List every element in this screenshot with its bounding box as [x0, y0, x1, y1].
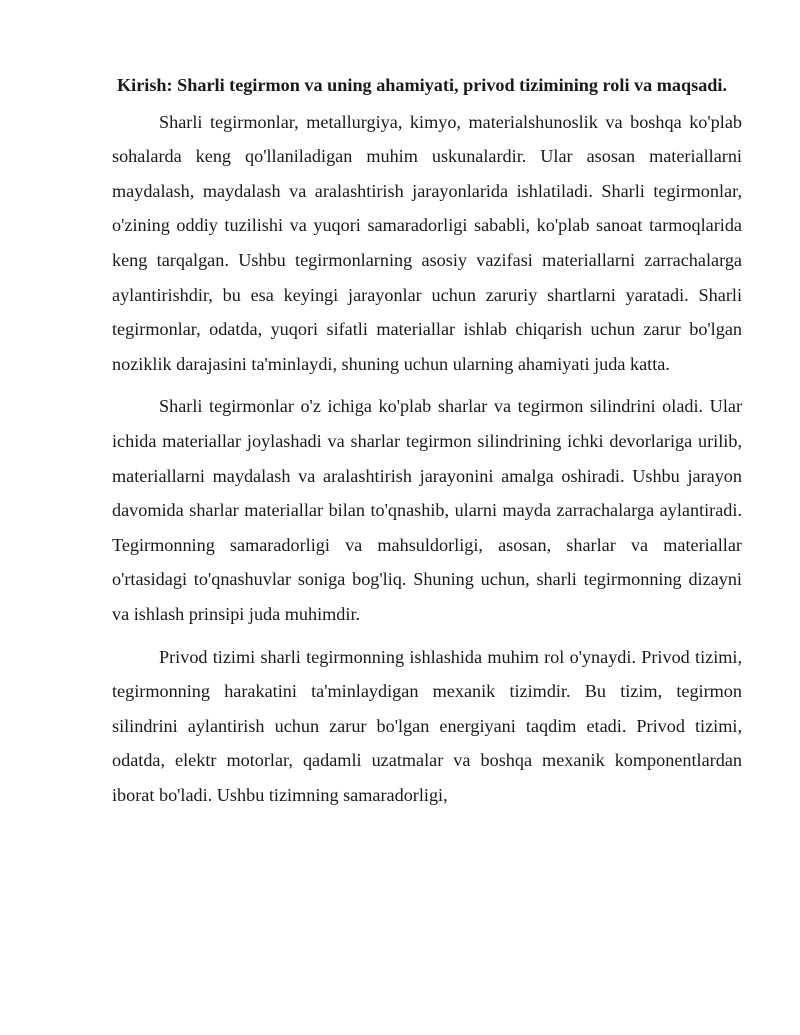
paragraph-1: Sharli tegirmonlar, metallurgiya, kimyo, materialshunoslik va boshqa ko'plab sohalarda keng qo'llaniladigan muhim uskunalardir. Ular asosan materiallarni maydalash, maydalash va aralashtirish jarayonlarida ishlatiladi. Sharli tegirmonlar, o'zining oddiy tuzilishi va yuqori samaradorligi sababli, ko'plab sanoat tarmoqlarida keng tarqalgan. Ushbu tegirmonlarning asosiy vazifasi materiallarni zarrachalarga aylantirishdir, bu esa keyingi jarayonlar uchun zaruriy shartlarni yaratadi. Sharli tegirmonlar, odatda, yuqori sifatli materiallar ishlab chiqarish uchun zarur bo'lgan noziklik darajasini ta'minlaydi, shuning uchun ularning ahamiyati juda katta. — [112, 111, 742, 374]
document-page — [112, 68, 742, 820]
section-heading: Kirish: Sharli tegirmon va uning ahamiyati, privod tizimining roli va maqsadi. — [117, 75, 728, 95]
paragraph-2: Sharli tegirmonlar o'z ichiga ko'plab sharlar va tegirmon silindrini oladi. Ular ichida materiallar joylashadi va sharlar tegirmon silindrining ichki devorlariga urilib, materiallarni maydalash va aralashtirish jarayonini amalga oshiradi. Ushbu jarayon davomida sharlar materiallar bilan to'qnashib, ularni mayda zarrachalarga aylantiradi. Tegirmonning samaradorligi va mahsuldorligi, asosan, sharlar va materiallar o'rtasidagi to'qnashuvlar soniga bog'liq. Shuning uchun, sharli tegirmonning dizayni va ishlash prinsipi juda muhimdir. — [112, 396, 742, 624]
paragraph-3: Privod tizimi sharli tegirmonning ishlashida muhim rol o'ynaydi. Privod tizimi, tegirmonning harakatini ta'minlaydigan mexanik tizimdir. Bu tizim, tegirmon silindrini aylantirish uchun zarur bo'lgan energiyani taqdim etadi. Privod tizimi, odatda, elektr motorlar, qadamli uzatmalar va boshqa mexanik komponentlardan iborat bo'ladi. Ushbu tizimning samaradorligi, — [112, 646, 742, 805]
